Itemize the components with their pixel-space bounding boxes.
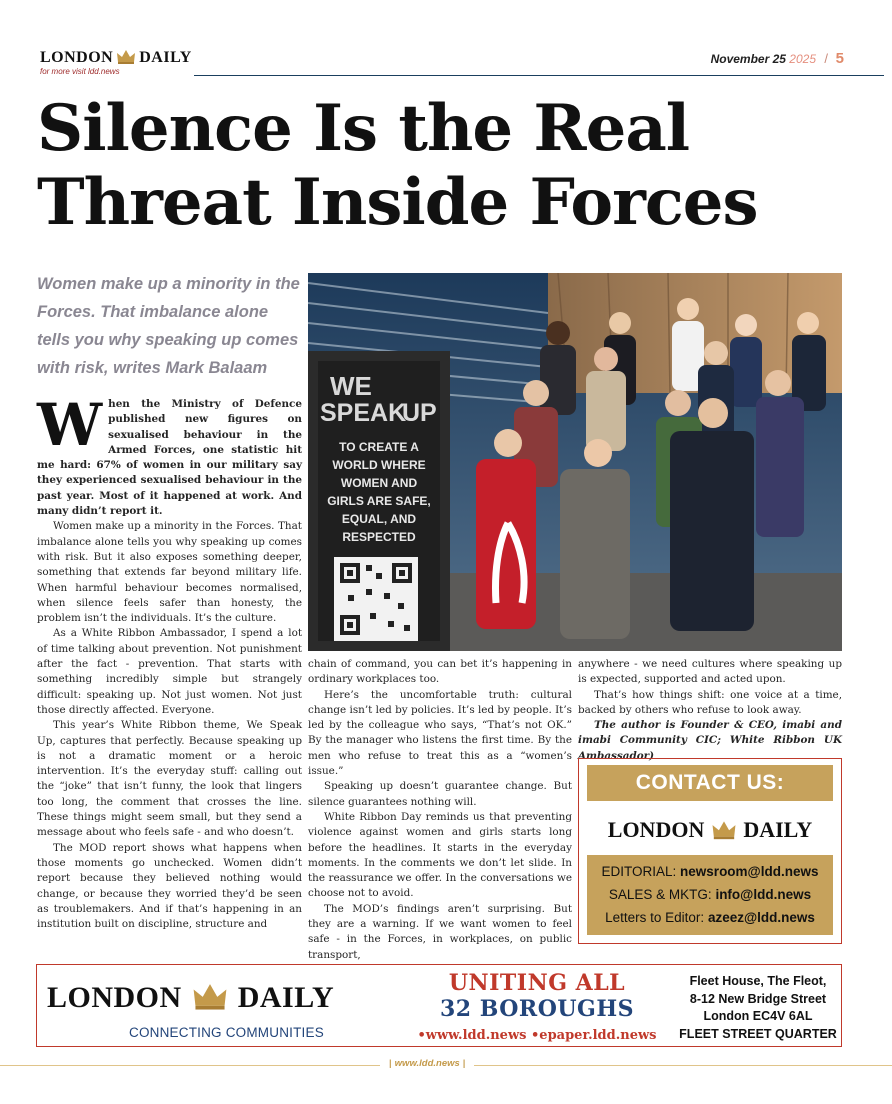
group-photo [308, 273, 842, 651]
body-paragraph: The MOD report shows what happens when those moments go unchecked. Women didn’t report because they believed nothing would change, or because they worried they’d be seen as troublemakers. And if that’s happening in an institution built on discipline, structure and [37, 841, 302, 931]
address-line: FLEET STREET QUARTER [679, 1026, 837, 1041]
issue-date-day: November 25 [710, 52, 786, 66]
contact-box [578, 758, 842, 944]
masthead-logo-left: LONDON [40, 49, 114, 66]
banner-slogan [387, 970, 687, 1043]
group-photo-image [308, 273, 842, 651]
banner-line-1: TO CREATE A [339, 440, 419, 454]
banner-line-5: EQUAL, AND [341, 512, 417, 526]
contact-logo [579, 817, 841, 843]
contact-sales [587, 883, 833, 906]
letters-label: Letters to Editor: [605, 910, 705, 925]
body-paragraph: This year’s White Ribbon theme, We Speak Up, captures that perfectly. Because speaking up is not a dramatic moment or a heroic intervention. It’s the everyday stuff: calling out the “joke” that isn’t funny, the look that lingers too long, the comment that crosses the line. These things might seem small, but they send a message about who feels safe - and who doesn’t. [37, 719, 302, 839]
article-column-1 [37, 391, 302, 932]
body-paragraph: White Ribbon Day reminds us that preventing violence against women and girls starts long before the headlines. It starts in the everyday moments. In the comments we don’t let slide. In the reassurance we offer. In the conversations we choose not to avoid. [308, 810, 572, 900]
address-line: 8-12 New Bridge Street [689, 991, 827, 1006]
banner-address [673, 973, 843, 1043]
masthead-logo-right: DAILY [139, 49, 192, 66]
address-line: Fleet House, The Fleot, [689, 974, 827, 988]
banner-line-3: WOMEN AND [340, 476, 418, 490]
body-paragraph: anywhere - we need cultures where speaking up is expected, supported and acted upon. [578, 658, 842, 686]
body-paragraph: Here’s the uncomfortable truth: cultural change isn’t led by policies. It’s led by people. It’s led by the colleague who says, “That’s not OK.” By the manager who listens the first time. By the men who refuse to treat this as a “women’s issue.” [308, 688, 572, 778]
article-column-3 [578, 657, 842, 764]
contact-letters [587, 906, 833, 929]
banner-links[interactable]: •www.ldd.news •epaper.ldd.news [417, 1028, 657, 1043]
contact-editorial [587, 860, 833, 883]
qr-code-icon [334, 557, 418, 641]
contact-title: CONTACT US: [587, 765, 833, 801]
issue-date [711, 52, 816, 66]
page-number: 5 [835, 50, 844, 67]
banner-speak: SPEAK [320, 399, 407, 427]
standfirst: Women make up a minority in the Forces. That imbalance alone tells you why speaking up comes with risk, writes Mark Balaam [37, 275, 300, 377]
masthead-tagline[interactable]: for more visit ldd.news [40, 67, 120, 76]
sales-label: SALES & MKTG: [608, 887, 712, 902]
body-paragraph: That’s how things shift: one voice at a time, backed by others who refuse to look away. [578, 688, 842, 716]
banner-up: UP [402, 399, 437, 427]
masthead-rule [194, 75, 884, 76]
body-paragraph: chain of command, you can bet it’s happening in ordinary workplaces too. [308, 658, 572, 686]
masthead [36, 40, 888, 82]
editorial-email[interactable]: newsroom@ldd.news [680, 864, 819, 879]
banner-we: WE [330, 371, 372, 401]
banner-tagline: CONNECTING COMMUNITIES [129, 1025, 324, 1040]
contact-details [587, 855, 833, 935]
address-line: London EC4V 6AL [703, 1009, 813, 1023]
issue-year: 2025 [789, 52, 816, 66]
bottom-banner [36, 964, 842, 1047]
headline [37, 92, 857, 240]
crown-icon [115, 48, 137, 64]
body-paragraph: Speaking up doesn’t guarantee change. But silence guarantees nothing will. [308, 780, 572, 808]
date-separator: / [824, 51, 828, 66]
lede-paragraph [37, 391, 302, 519]
banner-line-2: WORLD WHERE [332, 458, 426, 472]
body-paragraph: Women make up a minority in the Forces. That imbalance alone tells you why speaking up comes with risk. But it also exposes something deeper, something that extends far beyond military life. When harmful behaviour becomes normalised, when silence feels safer than honesty, the problem isn’t the individuals. It’s the culture. [37, 520, 302, 625]
body-paragraph: As a White Ribbon Ambassador, I spend a lot of time talking about prevention. Not punishment after the fact - prevention. That starts with something incredibly simple but strangely difficult: speaking up. Not just women. Not just those directly affected. Everyone. [37, 627, 302, 716]
banner-logo-right: DAILY [237, 981, 335, 1014]
page-footer [0, 1060, 892, 1072]
banner-logo-left: LONDON [47, 981, 182, 1014]
editorial-label: EDITORIAL: [601, 864, 677, 879]
slogan-boroughs: 32 BOROUGHS [439, 996, 635, 1022]
crown-icon [190, 979, 230, 1011]
lede-text: hen the Ministry of Defence published new figures on sexualised behaviour in the Armed Forces, one statistic hit me hard: 67% of women in our military say they experienced sexualised behaviour in the past year. Most of it happened at work. And many didn’t report it. [37, 398, 302, 518]
crown-icon [710, 818, 738, 840]
banner-line-4: GIRLS ARE SAFE, [327, 494, 431, 508]
contact-logo-left: LONDON [607, 817, 705, 842]
contact-logo-right: DAILY [743, 817, 813, 842]
headline-line-2: Threat Inside Forces [37, 165, 758, 240]
letters-email[interactable]: azeez@ldd.news [707, 910, 815, 925]
banner-logo[interactable] [47, 979, 334, 1015]
author-note: The author is Founder & CEO, imabi and imabi Community CIC; White Ribbon UK Ambassador) [578, 719, 842, 762]
masthead-logo[interactable] [40, 48, 192, 67]
slogan-uniting: UNITING ALL [448, 970, 626, 996]
banner-line-6: RESPECTED [342, 530, 416, 544]
body-paragraph: The MOD’s findings aren’t surprising. But they are a warning. If we want women to feel safe - in the Forces, in workplaces, on public transport, [308, 902, 572, 961]
footer-url[interactable]: | www.ldd.news | [380, 1058, 474, 1069]
drop-cap: W [37, 391, 103, 459]
headline-line-1: Silence Is the Real [37, 91, 690, 166]
sales-email[interactable]: info@ldd.news [715, 887, 812, 902]
article-column-2 [308, 657, 572, 963]
